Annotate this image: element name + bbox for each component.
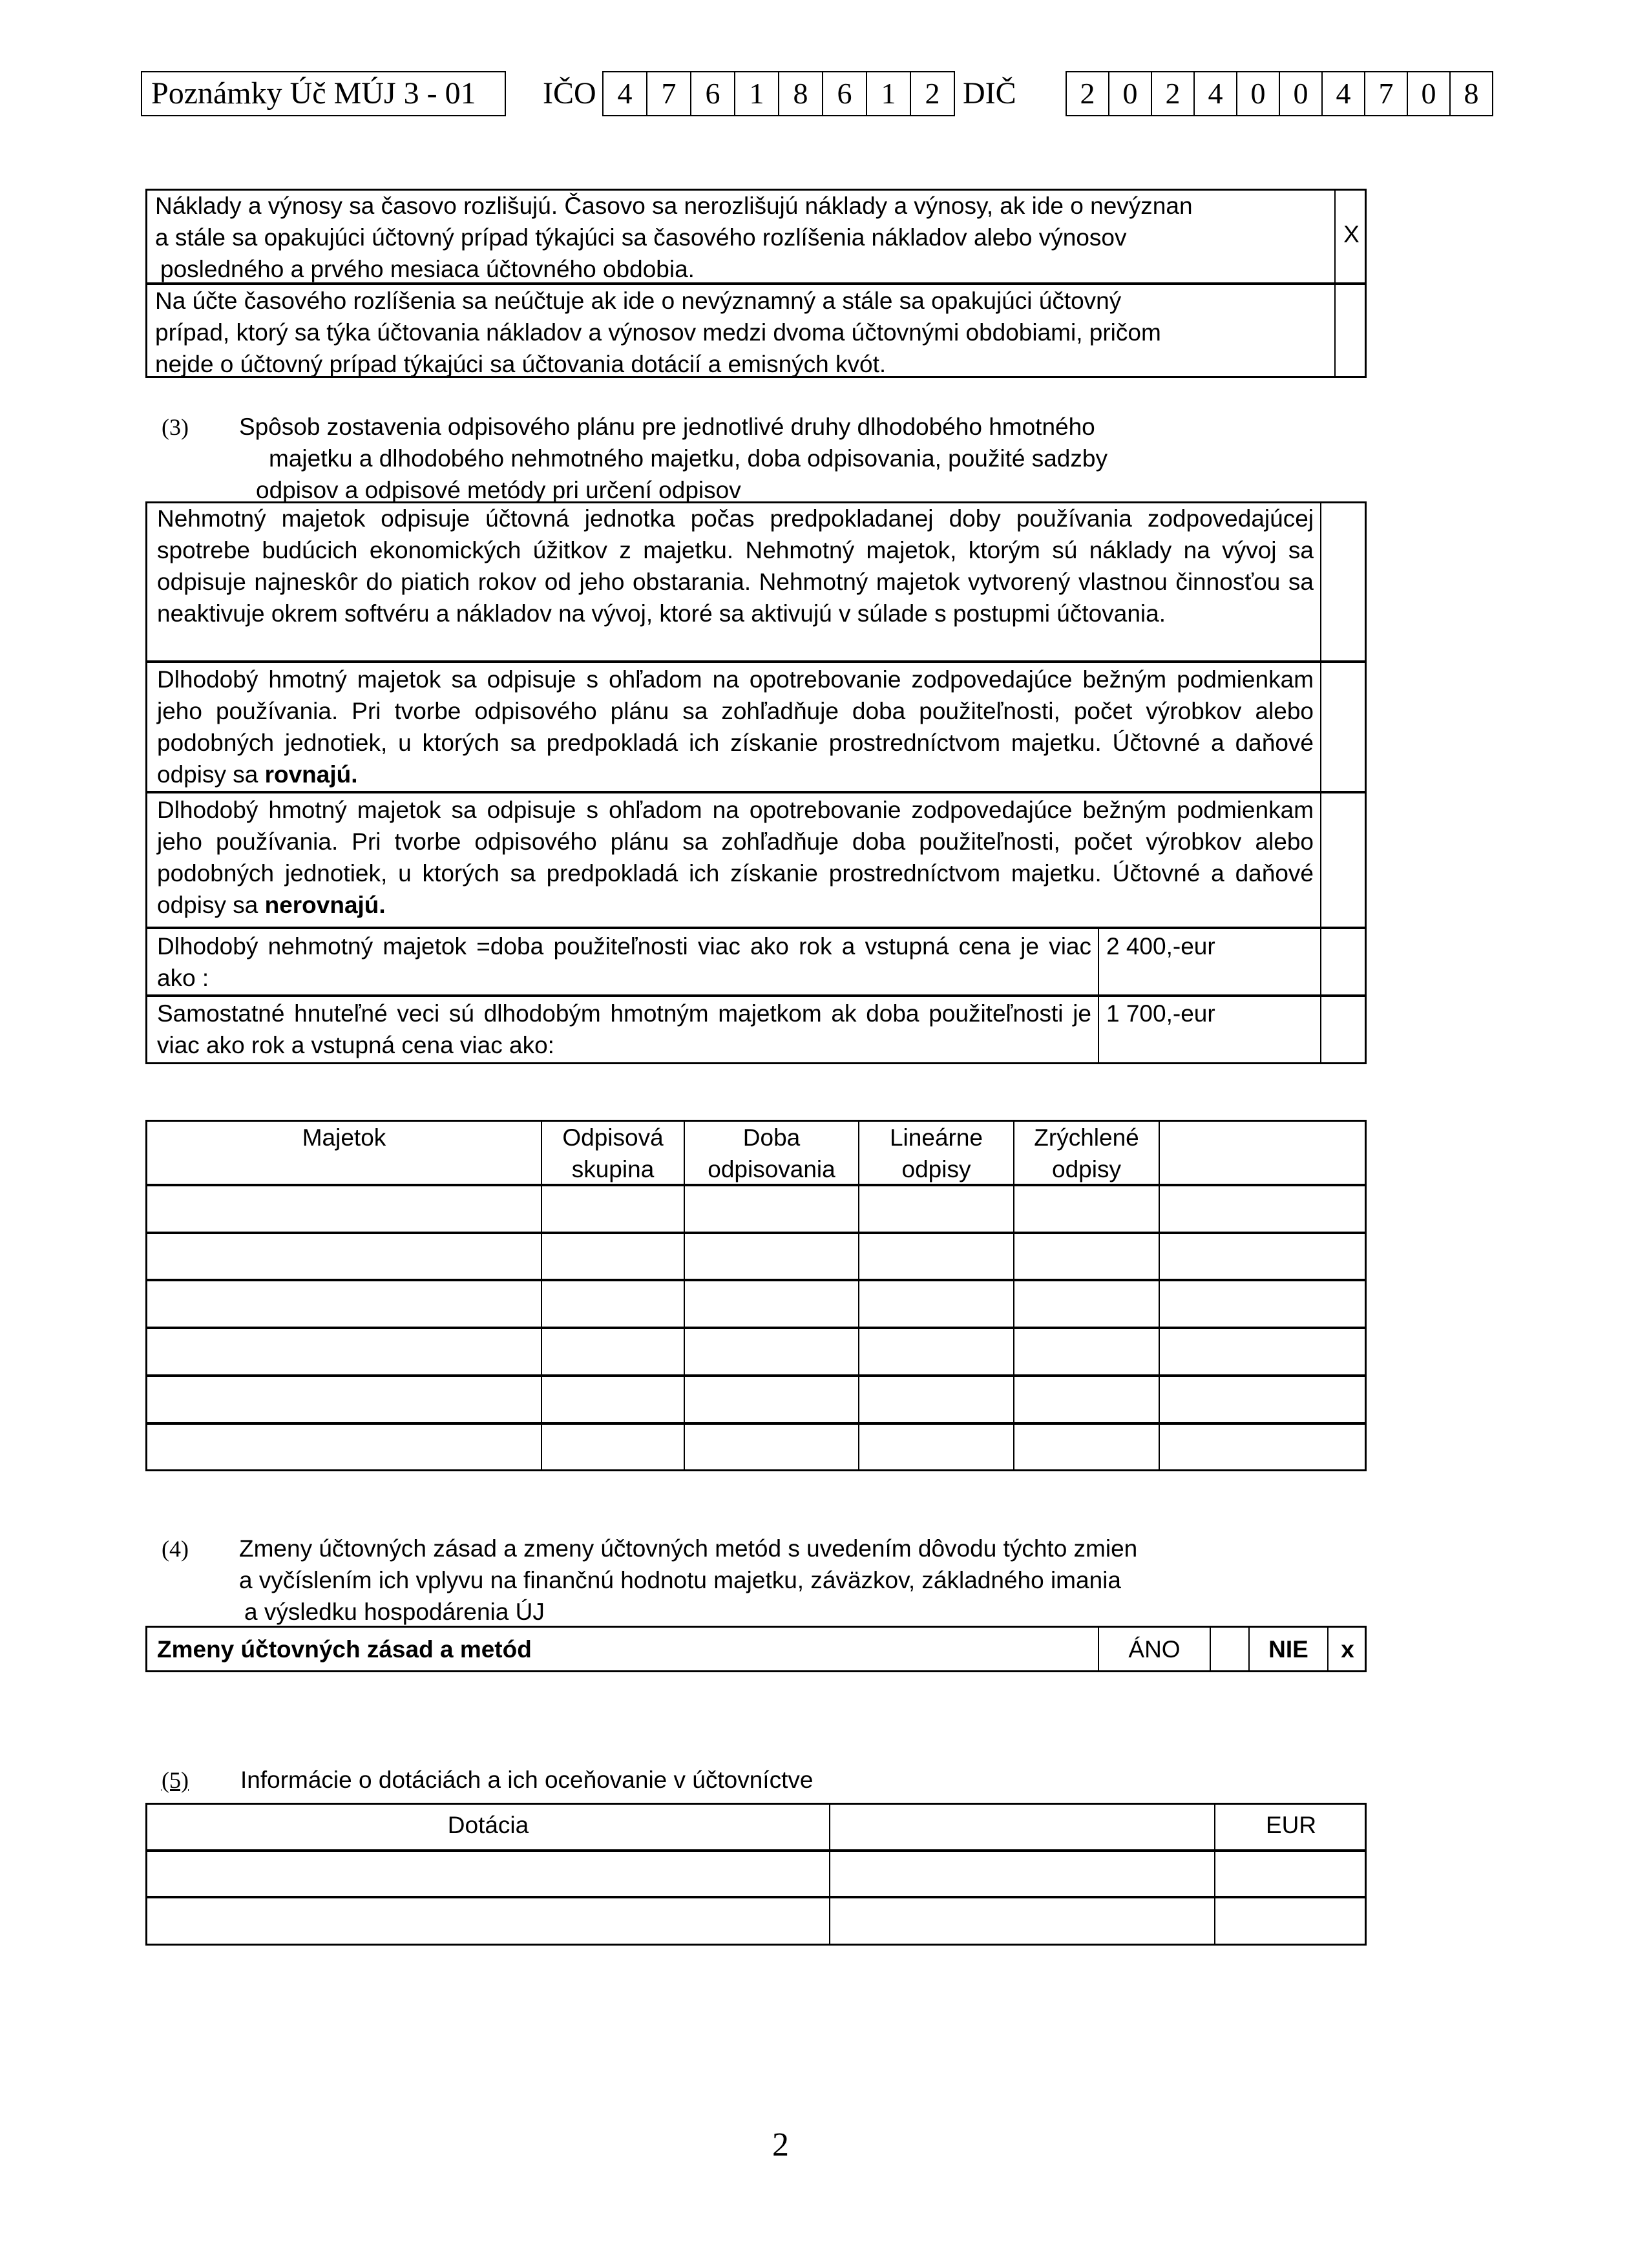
asset-table-header-linear xyxy=(859,1122,1013,1185)
section-5-number: (5) xyxy=(162,1767,189,1793)
grants-column-divider xyxy=(829,1803,830,1946)
intangible-depreciation-text: Nehmotný majetok odpisuje účtovná jednotka počas predpokladanej doby používania zodpovedajúcej spotrebe budúcich ekonomických úžitkov z majetku. Nehmotný majetok, ktorým sú náklady na vývoj sa odpisuje najneskôr do piatich rokov od jeho obstarania. Nehmotný majetok vytvorený vlastnou činnosťou sa neaktivuje okrem softvéru a nákladov na vývoj, ktoré sa aktivujú v súlade s postupmi účtovania. xyxy=(157,505,1314,627)
section-4-number: (4) xyxy=(162,1536,189,1562)
section-3-number: (3) xyxy=(162,414,189,440)
section-4-heading xyxy=(239,1533,1338,1628)
dic-digit[interactable]: 0 xyxy=(1279,72,1321,115)
accruals-row-1-line-3: posledného a prvého mesiaca účtovného obdobia. xyxy=(160,256,695,282)
ico-digit[interactable]: 2 xyxy=(910,72,954,115)
threshold-value-column-divider xyxy=(1098,928,1099,1064)
asset-table-cell[interactable] xyxy=(147,1425,541,1469)
header-line: Odpisová xyxy=(562,1124,664,1151)
ico-digit[interactable]: 1 xyxy=(866,72,910,115)
header-line: skupina xyxy=(571,1156,655,1182)
accounting-changes-label: Zmeny účtovných zásad a metód xyxy=(157,1636,532,1663)
asset-table-header-group xyxy=(542,1122,684,1185)
grants-cell[interactable] xyxy=(147,1898,829,1944)
grants-header-grant: Dotácia xyxy=(447,1812,529,1838)
depreciation-row-divider xyxy=(145,927,1367,929)
ico-label: IČO xyxy=(543,76,596,110)
depreciation-row-divider xyxy=(145,791,1367,793)
header-line: Majetok xyxy=(302,1124,386,1151)
asset-table-column-divider xyxy=(1159,1120,1160,1471)
dic-digit[interactable]: 7 xyxy=(1364,72,1407,115)
ico-digit[interactable]: 6 xyxy=(822,72,866,115)
section-4-heading-line-3: a výsledku hospodárenia ÚJ xyxy=(244,1599,545,1625)
dic-label: DIČ xyxy=(963,76,1016,110)
dic-digit[interactable]: 0 xyxy=(1236,72,1279,115)
header-line: Doba xyxy=(742,1124,801,1151)
no-checkbox[interactable]: x xyxy=(1341,1636,1354,1663)
depreciation-mark-column-divider xyxy=(1320,501,1321,1064)
tangible-depreciation-equal-emphasis: rovnajú. xyxy=(264,761,358,788)
section-3-heading xyxy=(239,411,1338,506)
tangible-threshold-value[interactable]: 1 700,-eur xyxy=(1106,1000,1215,1027)
changes-column-divider xyxy=(1210,1626,1211,1672)
accruals-row-2-line-1: Na účte časového rozlíšenia sa neúčtuje ak ide o nevýznamný a stále sa opakujúci účtovný xyxy=(155,288,1122,314)
section-3-heading-line-2: majetku a dlhodobého nehmotného majetku, doba odpisovania, použité sadzby xyxy=(269,445,1108,472)
accruals-row-1-text xyxy=(155,190,1332,285)
ico-digit-boxes xyxy=(602,71,955,116)
tangible-threshold-text: Samostatné hnuteľné veci sú dlhodobým hmotným majetkom ak doba použiteľnosti je viac ako rok a vstupná cena viac ako: xyxy=(157,1000,1091,1058)
section-4-heading-line-1: Zmeny účtovných zásad a zmeny účtovných metód s uvedením dôvodu týchto zmien xyxy=(239,1535,1138,1562)
tangible-depreciation-unequal-emphasis: nerovnajú. xyxy=(264,892,386,918)
ico-digit[interactable]: 6 xyxy=(690,72,734,115)
asset-table-cell[interactable] xyxy=(147,1377,541,1422)
section-3-heading-line-1: Spôsob zostavenia odpisového plánu pre jednotlivé druhy dlhodobého hmotného xyxy=(239,414,1095,440)
tangible-depreciation-unequal-body: Dlhodobý hmotný majetok sa odpisuje s ohľadom na opotrebovanie zodpovedajúce bežným podmienkam jeho používania. Pri tvorbe odpisového plánu sa zohľadňuje doba použiteľnosti, počet výrobkov alebo podobných jednotiek, u ktorých sa predpokladá ich získanie prostredníctvom majetku. Účtovné a daňové odpisy sa xyxy=(157,797,1314,918)
header-line: Zrýchlené xyxy=(1034,1124,1139,1151)
intangible-threshold-value[interactable]: 2 400,-eur xyxy=(1106,933,1215,960)
asset-table-cell[interactable] xyxy=(147,1281,541,1327)
yes-label: ÁNO xyxy=(1128,1636,1181,1663)
header-line: odpisovania xyxy=(708,1156,835,1182)
tangible-depreciation-unequal-text xyxy=(157,794,1314,921)
ico-digit[interactable]: 8 xyxy=(778,72,822,115)
asset-table-cell[interactable] xyxy=(147,1234,541,1279)
asset-table-cell[interactable] xyxy=(147,1186,541,1232)
dic-digit[interactable]: 4 xyxy=(1193,72,1236,115)
dic-digit[interactable]: 2 xyxy=(1080,77,1095,110)
depreciation-row-divider xyxy=(145,660,1367,663)
header-line: Lineárne xyxy=(889,1124,983,1151)
asset-table-header-accelerated xyxy=(1014,1122,1159,1185)
accruals-row-2-line-3: nejde o účtovný prípad týkajúci sa účtovania dotácií a emisných kvót. xyxy=(155,351,887,377)
asset-table-header-asset xyxy=(147,1122,541,1153)
section-5-heading: Informácie o dotáciách a ich oceňovanie v účtovníctve xyxy=(240,1767,814,1793)
intangible-threshold-text: Dlhodobý nehmotný majetok =doba použiteľnosti viac ako rok a vstupná cena je viac ako : xyxy=(157,933,1091,991)
dic-digit[interactable]: 8 xyxy=(1449,72,1492,115)
section-4-heading-line-2: a vyčíslením ich vplyvu na finančnú hodnotu majetku, záväzkov, základného imania xyxy=(239,1567,1121,1593)
depreciation-row-divider xyxy=(145,994,1367,997)
tangible-depreciation-equal-body: Dlhodobý hmotný majetok sa odpisuje s ohľadom na opotrebovanie zodpovedajúce bežným podmienkam jeho používania. Pri tvorbe odpisového plánu sa zohľadňuje doba použiteľnosti, počet výrobkov alebo podobných jednotiek, u ktorých sa predpokladá ich získanie prostredníctvom majetku. Účtovné a daňové odpisy sa xyxy=(157,666,1314,788)
accruals-row-1-line-1: Náklady a výnosy sa časovo rozlišujú. Časovo sa nerozlišujú náklady a výnosy, ak ide o nevýznan xyxy=(155,193,1193,219)
dic-digit[interactable]: 0 xyxy=(1407,72,1449,115)
asset-table-cell[interactable] xyxy=(147,1329,541,1374)
accruals-row-1-mark[interactable]: X xyxy=(1343,221,1360,247)
accruals-row-2-text xyxy=(155,285,1332,380)
header-line: odpisy xyxy=(1052,1156,1121,1182)
dic-digit[interactable]: 4 xyxy=(1321,72,1364,115)
accruals-row-2-line-2: prípad, ktorý sa týka účtovania nákladov a výnosov medzi dvoma účtovnými obdobiami, pričom xyxy=(155,319,1161,346)
header-line: odpisy xyxy=(901,1156,971,1182)
ico-digit[interactable]: 1 xyxy=(734,72,778,115)
dic-digit[interactable]: 2 xyxy=(1151,72,1193,115)
ico-digit[interactable]: 7 xyxy=(646,72,690,115)
accruals-row-1-line-2: a stále sa opakujúci účtovný prípad týkajúci sa časového rozlíšenia nákladov alebo výnosov xyxy=(155,224,1127,251)
asset-table-header-period xyxy=(685,1122,858,1185)
section-3-heading-line-3: odpisov a odpisové metódy pri určení odpisov xyxy=(256,477,741,503)
form-title: Poznámky Úč MÚJ 3 - 01 xyxy=(141,71,506,116)
ico-digit[interactable]: 4 xyxy=(617,77,633,110)
grants-header-eur: EUR xyxy=(1265,1812,1317,1838)
page-number: 2 xyxy=(772,2126,789,2163)
no-label: NIE xyxy=(1268,1636,1308,1663)
dic-digit[interactable]: 0 xyxy=(1108,72,1151,115)
dic-digit-boxes xyxy=(1066,71,1493,116)
grants-cell[interactable] xyxy=(147,1852,829,1896)
tangible-depreciation-equal-text xyxy=(157,664,1314,790)
